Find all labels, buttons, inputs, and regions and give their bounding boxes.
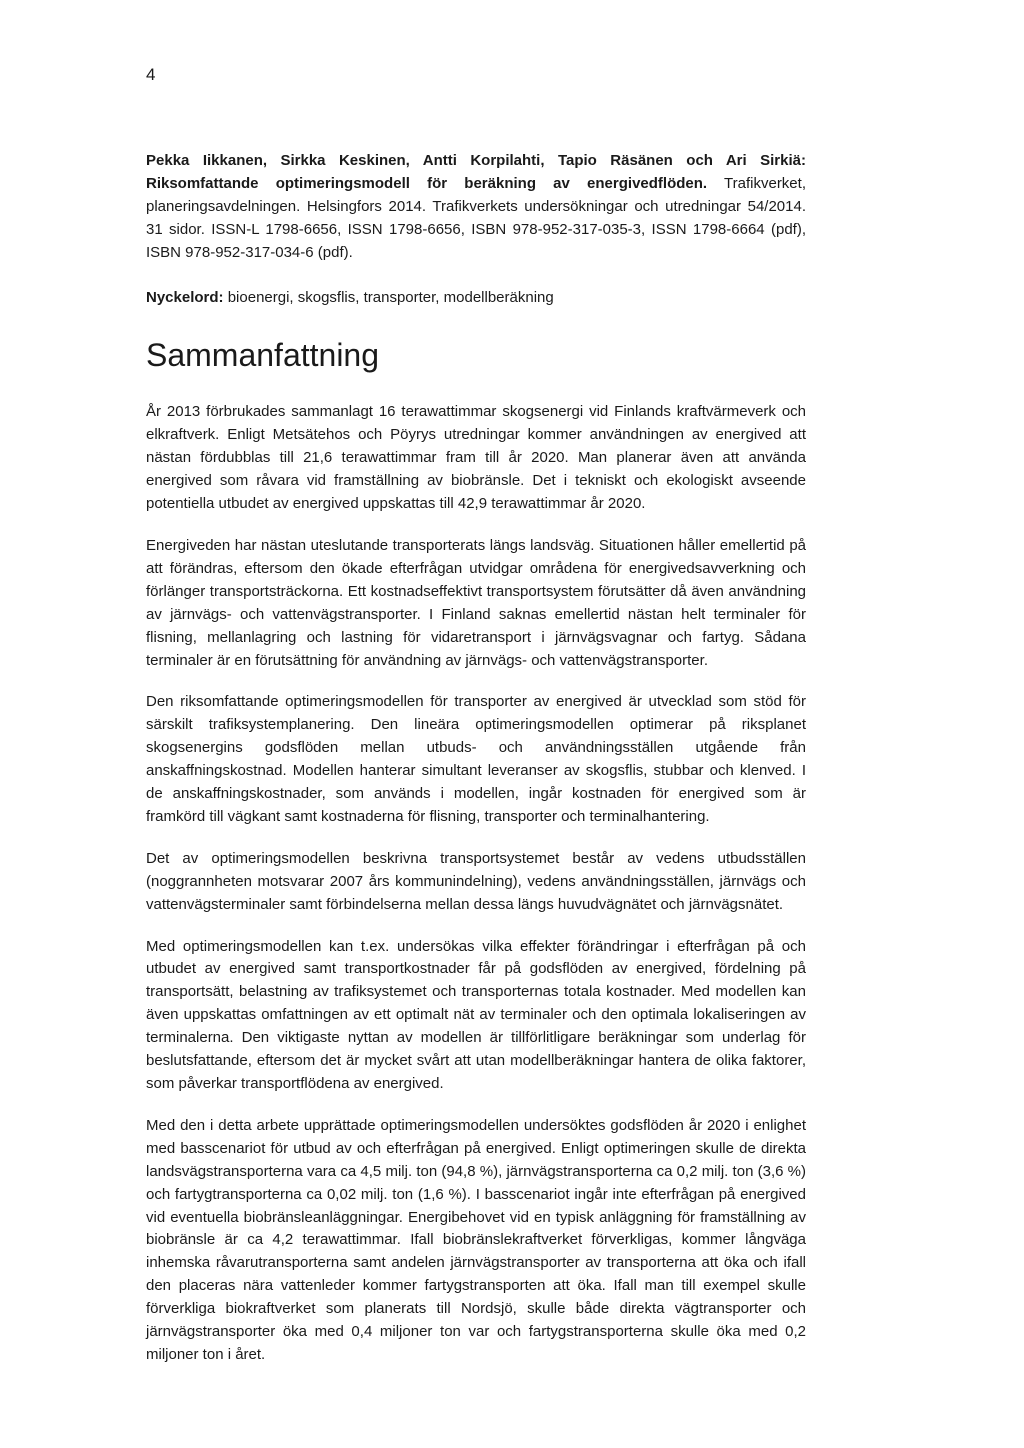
citation: [146, 150, 806, 265]
citation-details: Trafikverket, planeringsavdelningen. Helsingfors 2014. Trafikverkets undersökningar och utredningar 54/2014. 31 sidor. ISSN-L 1798-6656, ISSN 1798-6656, ISBN 978-952-317-035-3, ISSN 1798-6664 (pdf), ISBN 978-952-317-034-6 (pdf).: [146, 174, 806, 261]
page-number: 4: [146, 65, 156, 84]
summary-paragraph-2: Energiveden har nästan uteslutande transporterats längs landsväg. Situationen håller emellertid på att förändras, eftersom den ökade efterfrågan utvidgar områdena för energivedsavverkning och förlänger transportsträckorna. Ett kostnadseffektivt transportsystem förutsätter då även användning av järnvägs- och vattenvägstransporter. I Finland saknas emellertid nästan helt terminaler för flisning, mellanlagring och lastning för vidaretransport i järnvägsvagnar och fartyg. Sådana terminaler är en förutsättning för användning av järnvägs- och vattenvägstransporter.: [146, 536, 806, 669]
keywords-label: Nyckelord:: [146, 288, 224, 306]
summary-paragraph-6: Med den i detta arbete upprättade optimeringsmodellen undersöktes godsflöden år 2020 i enlighet med basscenariot för utbud av och efterfrågan på energived. Enligt optimeringen skulle de direkta landsvägstransporterna vara ca 4,5 milj. ton (94,8 %), järnvägstransporterna ca 0,2 milj. ton (3,6 %) och fartygtransporterna ca 0,02 milj. ton (1,6 %). I basscenariot ingår inte efterfrågan på energived vid eventuella biobränsleanläggningar. Energibehovet vid en typisk anläggning för framställning av biobränsle är ca 4,2 terawattimmar. Ifall biobränslekraftverket förverkligas, kommer långväga inhemska råvarutransporterna samt andelen järnvägstransporter av transporterna att öka och ifall den placeras nära vattenleder kommer fartygstransporten att öka. Ifall man till exempel skulle förverkliga biokraftverket som planerats till Nordsjö, skulle både direkta vägtransporter och järnvägstransporter öka med 0,4 miljoner ton var och fartygstransporterna skulle öka med 0,2 miljoner ton i året.: [146, 1116, 806, 1363]
section-heading: Sammanfattning: [146, 337, 380, 374]
summary-paragraph-5: Med optimeringsmodellen kan t.ex. undersökas vilka effekter förändringar i efterfrågan på och utbudet av energived samt transportkostnader får på godsflöden av energived, fördelning på transportsätt, belastning av trafiksystemet och transporternas totala kostnader. Med modellen kan även uppskattas omfattningen av ett optimalt nät av terminaler och den optimala lokaliseringen av terminalerna. Den viktigaste nyttan av modellen är tillförlitligare beräkningar som underlag för beslutsfattande, eftersom det är mycket svårt att utan modellberäkningar hantera de olika faktorer, som påverkar transportflödena av energived.: [146, 937, 806, 1092]
page-content: [146, 150, 806, 1367]
citation-authors-title: Pekka Iikkanen, Sirkka Keskinen, Antti Korpilahti, Tapio Räsänen och Ari Sirkiä: Riksomfattande optimeringsmodell för beräkning av energivedflöden.: [146, 152, 806, 192]
summary-paragraph-4: Det av optimeringsmodellen beskrivna transportsystemet består av vedens utbudsställen (noggrannheten motsvarar 2007 års kommunindelning), vedens användningsställen, järnvägs och vattenvägsterminaler samt förbindelserna mellan dessa längs huvudvägnätet och järnvägsnätet.: [146, 849, 806, 913]
summary-paragraph-3: Den riksomfattande optimeringsmodellen för transporter av energived är utvecklad som stöd för särskilt trafiksystemplanering. Den lineära optimeringsmodellen optimerar på riksplanet skogsenergins godsflöden mellan utbuds- och användningsställen utgående från anskaffningskostnad. Modellen hanterar simultant leveranser av skogsflis, stubbar och klenved. I de anskaffningskostnader, som används i modellen, ingår kostnaden för energived som är framkörd till vägkant samt kostnaderna för flisning, transporter och terminalhantering.: [146, 693, 806, 825]
summary-paragraph-1: År 2013 förbrukades sammanlagt 16 terawattimmar skogsenergi vid Finlands kraftvärmeverk och elkraftverk. Enligt Metsätehos och Pöyrys utredningar kommer användningen av energived att nästan fördubblas till 21,6 terawattimmar fram till år 2020. Man planerar även att använda energived som råvara vid framställning av biobränsle. Det i tekniskt och ekologiskt avseende potentiella utbudet av energived uppskattas till 42,9 terawattimmar år 2020.: [146, 403, 806, 513]
keywords-text: bioenergi, skogsflis, transporter, modellberäkning: [227, 288, 554, 306]
keywords: [146, 287, 806, 310]
